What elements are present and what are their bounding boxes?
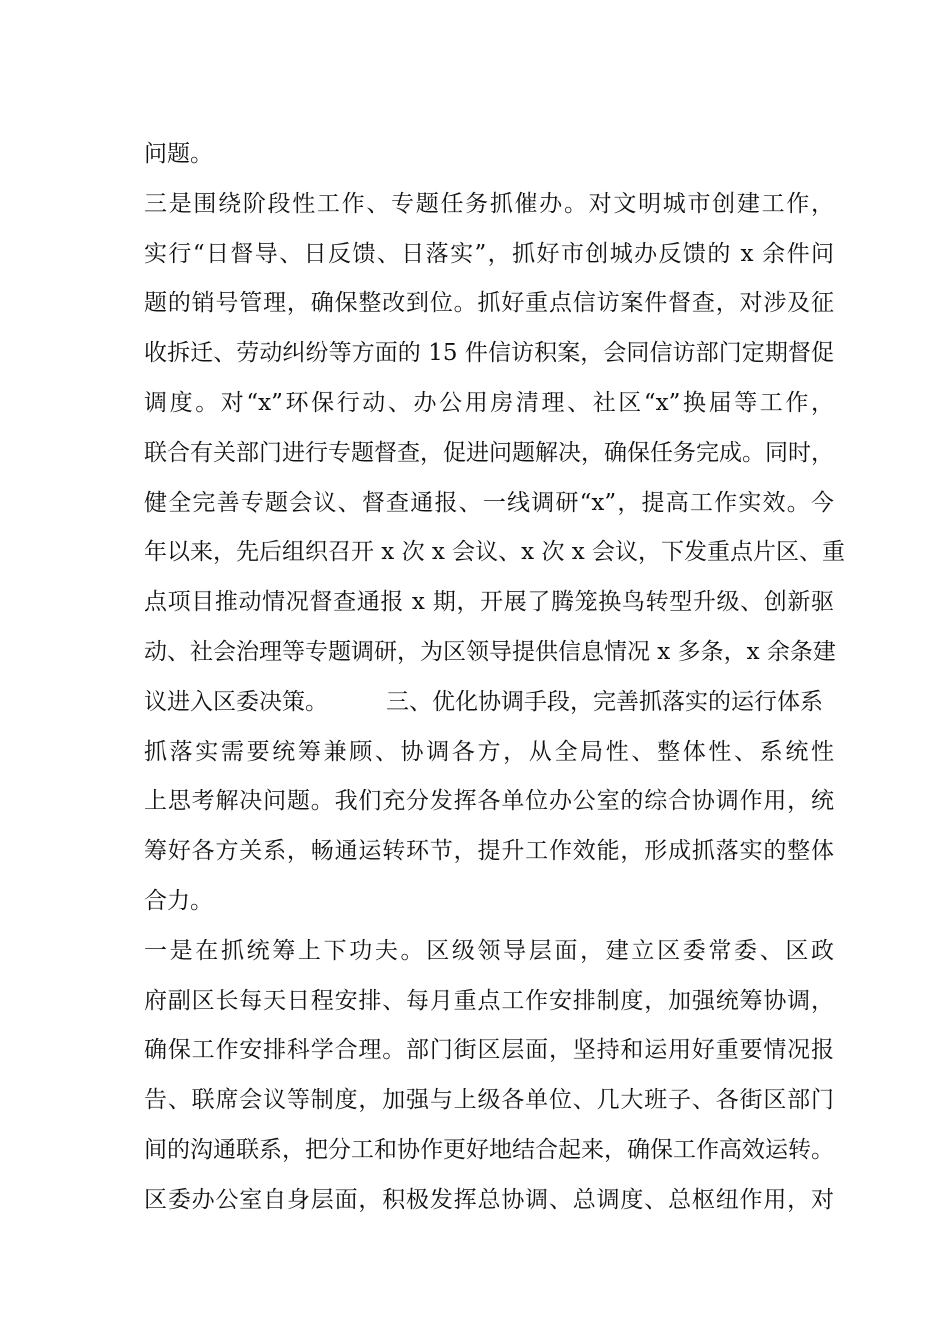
text-line: 间的沟通联系，把分工和协作更好地结合起来，确保工作高效运转。: [144, 1136, 834, 1163]
text-line: 动、社会治理等专题调研，为区领导提供信息情况 x 多条，x 余条建: [144, 638, 836, 665]
text-line: 告、联席会议等制度，加强与上级各单位、几大班子、各街区部门: [144, 1087, 834, 1114]
text-line: 点项目推动情况督查通报 x 期，开展了腾笼换鸟转型升级、创新驱: [144, 589, 834, 616]
document-body: [144, 130, 846, 1226]
text-line: 合力。: [144, 887, 213, 914]
text-line: 区委办公室自身层面，积极发挥总协调、总调度、总枢纽作用，对: [144, 1186, 834, 1213]
text-line: 调度。对“x”环保行动、办公用房清理、社区“x”换届等工作，: [144, 389, 834, 416]
section-heading: 三、优化协调手段，完善抓落实的运行体系: [386, 688, 823, 715]
text-line: 抓落实需要统筹兼顾、协调各方，从全局性、整体性、系统性: [144, 738, 834, 765]
text-line: 联合有关部门进行专题督查，促进问题解决，确保任务完成。同时，: [144, 439, 834, 466]
text-line: 确保工作安排科学合理。部门街区层面，坚持和运用好重要情况报: [144, 1037, 834, 1064]
text-line: 收拆迁、劳动纠纷等方面的 15 件信访积案，会同信访部门定期督促: [144, 340, 834, 367]
text-line: 上思考解决问题。我们充分发挥各单位办公室的综合协调作用，统: [144, 788, 834, 815]
text-line-with-heading: [144, 678, 834, 728]
text-line: 问题。: [144, 141, 213, 167]
text-line: 健全完善专题会议、督查通报、一线调研“x”，提高工作实效。今: [144, 489, 834, 516]
text-line: 三是围绕阶段性工作、专题任务抓催办。对文明城市创建工作，: [144, 190, 834, 217]
text-line: 题的销号管理，确保整改到位。抓好重点信访案件督查，对涉及征: [144, 290, 834, 317]
text-line: 年以来，先后组织召开 x 次 x 会议、x 次 x 会议，下发重点片区、重: [144, 539, 846, 566]
text-line: 一是在抓统筹上下功夫。区级领导层面，建立区委常委、区政: [144, 937, 834, 964]
paragraph-end-text: 议进入区委决策。: [144, 688, 328, 715]
text-line: 府副区长每天日程安排、每月重点工作安排制度，加强统筹协调，: [144, 987, 834, 1014]
text-line: 筹好各方关系，畅通运转环节，提升工作效能，形成抓落实的整体: [144, 838, 834, 865]
text-line: 实行“日督导、日反馈、日落实”，抓好市创城办反馈的 x 余件问: [144, 240, 834, 267]
